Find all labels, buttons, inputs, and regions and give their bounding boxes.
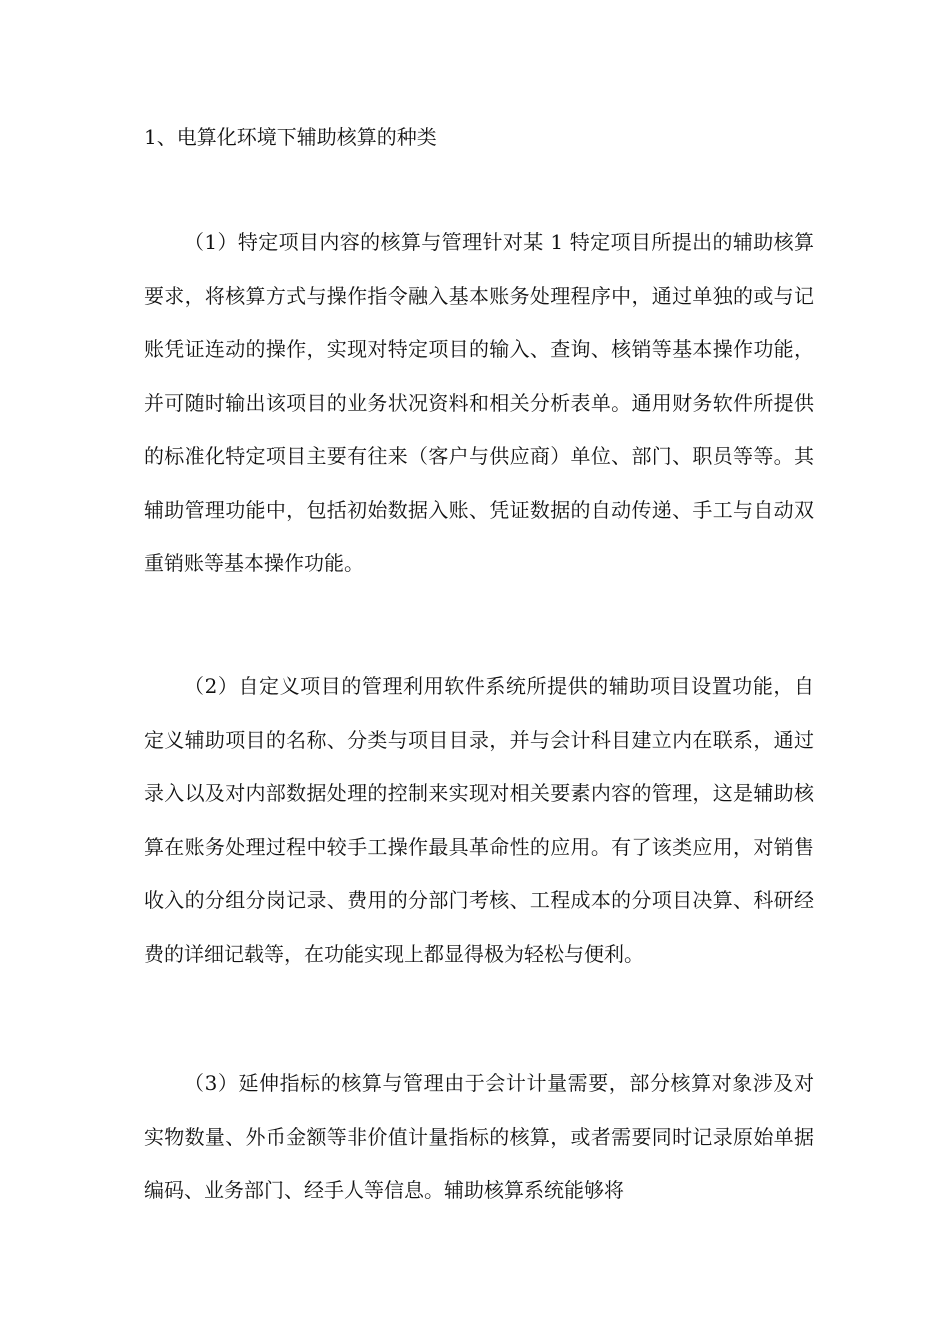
section-heading: 1、电算化环境下辅助核算的种类 (144, 125, 437, 149)
paragraph-extended-indicators: （3）延伸指标的核算与管理由于会计计量需要，部分核算对象涉及对实物数量、外币金额等非价值计量指标的核算，或者需要同时记录原始单据编码、业务部门、经手人等信息。辅助核算系统能够将 (144, 1071, 814, 1202)
paragraph-custom-items: （2）自定义项目的管理利用软件系统所提供的辅助项目设置功能，自定义辅助项目的名称、分类与项目目录，并与会计科目建立内在联系，通过录入以及对内部数据处理的控制来实现对相关要素内容的管理，这是辅助核算在账务处理过程中较手工操作最具革命性的应用。有了该类应用，对销售收入的分组分岗记录、费用的分部门考核、工程成本的分项目决算、科研经费的详细记载等，在功能实现上都显得极为轻松与便利。 (144, 674, 814, 966)
paragraph-specific-items: （1）特定项目内容的核算与管理针对某 1 特定项目所提出的辅助核算要求，将核算方式与操作指令融入基本账务处理程序中，通过单独的或与记账凭证连动的操作，实现对特定项目的输入、查询、核销等基本操作功能，并可随时输出该项目的业务状况资料和相关分析表单。通用财务软件所提供的标准化特定项目主要有往来（客户与供应商）单位、部门、职员等等。其辅助管理功能中，包括初始数据入账、凭证数据的自动传递、手工与自动双重销账等基本操作功能。 (144, 230, 814, 575)
